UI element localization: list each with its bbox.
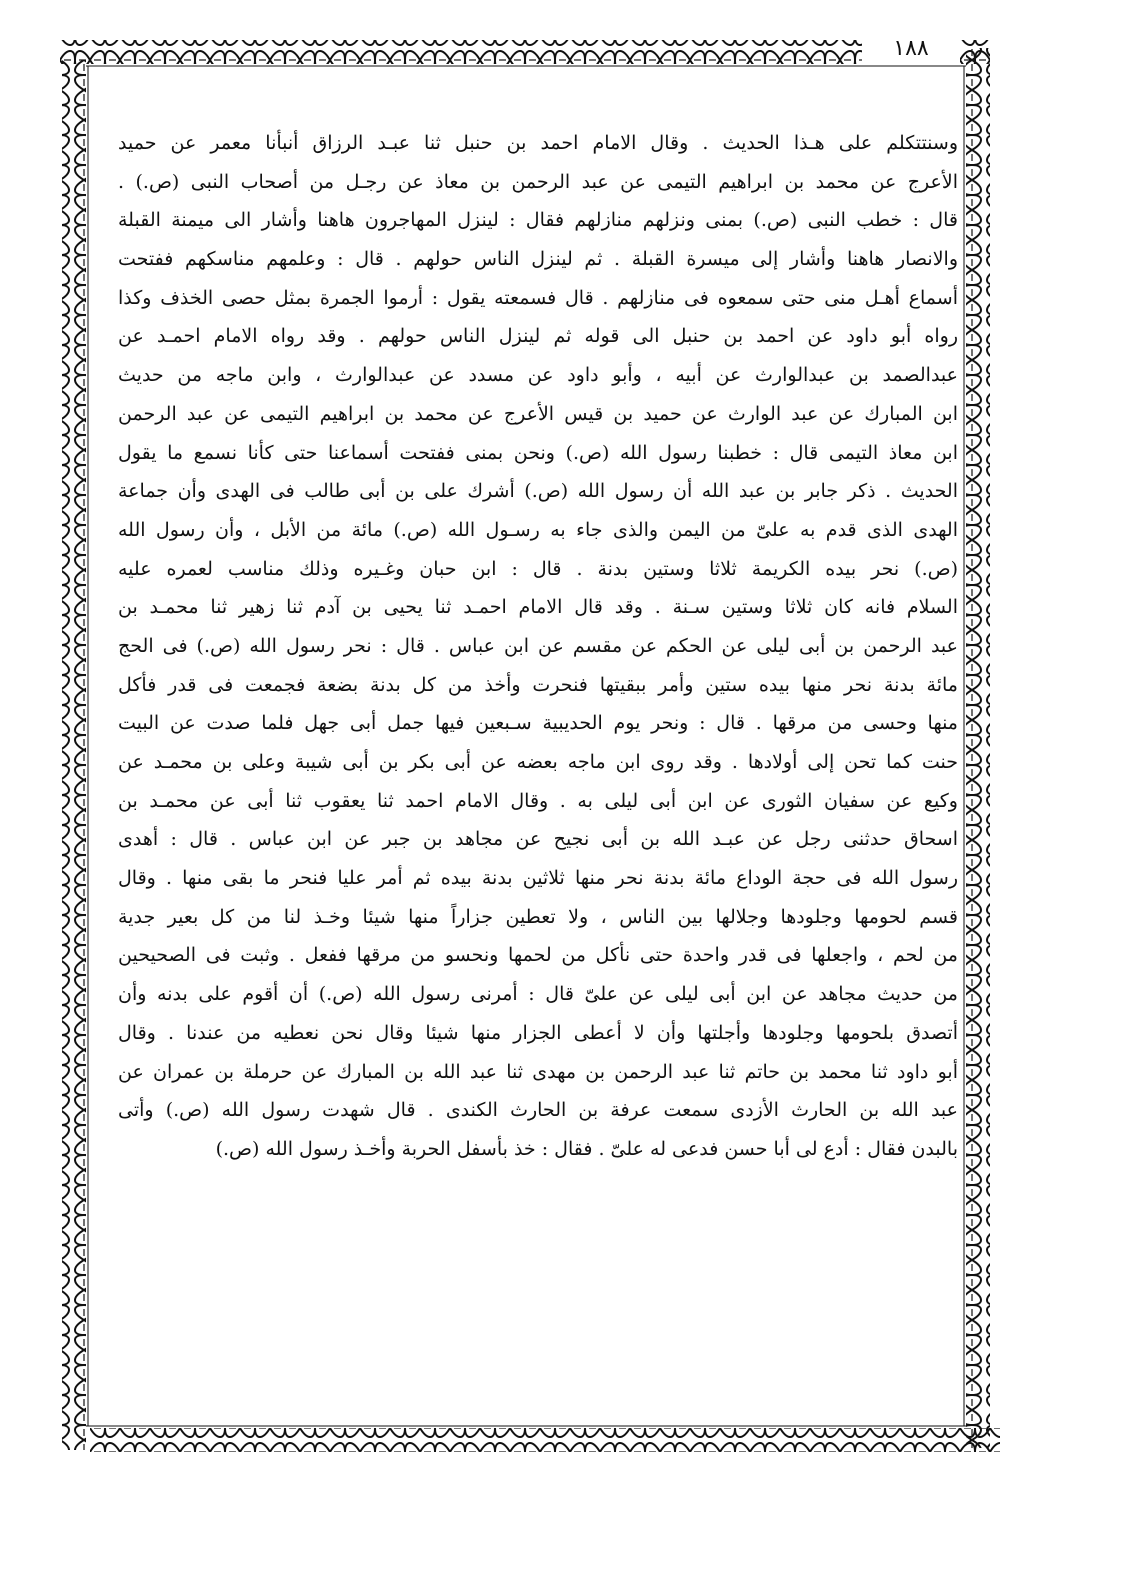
text-line: بالبدن فقال : أدع لى أبا حسن فدعى له علىّ . فقال : خذ بأسفل الحربة وأخـذ رسول الله (ص.)	[215, 1137, 958, 1160]
text-line: أسماع أهـل منى حتى سمعوه فى منازلهم . قال فسمعته يقول : أرموا الجمرة بمثل حصى الخذف وكذا	[118, 286, 958, 309]
text-line: (ص.) نحر بيده الكريمة ثلاثا وستين بدنة . قال : ابن حبان وغـيره وذلك مناسب لعمره عليه	[118, 557, 958, 580]
text-line: حنت كما تحن إلى أولادها . وقد روى ابن ماجه بعضه عن أبى بكر بن أبى شيبة وعلى بن محمـد عن	[118, 751, 958, 773]
text-line: الأعرج عن محمد بن ابراهيم التيمى عن عبد الرحمن بن معاذ عن رجـل من أصحاب النبى (ص.) .	[118, 170, 958, 193]
border-bottom	[90, 1428, 1000, 1452]
text-line: عبد الله بن الحارث الأزدى سمعت عرفة بن الحارث الكندى . قال شهدت رسول الله (ص.) وأتى	[118, 1099, 958, 1122]
text-line: عبد الرحمن بن أبى ليلى عن الحكم عن مقسم عن ابن عباس . قال : نحر رسول الله (ص.) فى الحج	[118, 634, 958, 657]
text-line: السلام فانه كان ثلاثا وستين سـنة . وقد قال الامام احمـد ثنا يحيى بن آدم ثنا زهير ثنا محمـد بن	[118, 596, 958, 619]
border-right	[966, 48, 990, 1448]
text-line: منها وحسى من مرقها . قال : ونحر يوم الحديبية سـبعين فيها جمل أبى جهل فلما صدت عن البيت	[118, 712, 958, 735]
text-line: الهدى الذى قدم به علىّ من اليمن والذى جاء به رسـول الله (ص.) مائة من الأبل ، وأن رسول الله	[118, 518, 958, 541]
text-line: وكيع عن سفيان الثورى عن ابن أبى ليلى به . وقال الامام احمد ثنا يعقوب ثنا أبى عن محمـد بن	[118, 789, 958, 812]
text-line: ابن معاذ التيمى قال : خطبنا رسول الله (ص.) ونحن بمنى ففتحت أسماعنا حتى كأنا نسمع ما يقول	[118, 441, 958, 464]
body-text	[118, 124, 958, 1169]
text-line: وسنتتكلم على هـذا الحديث . وقال الامام احمد بن حنبل ثنا عبـد الرزاق أنبأنا معمر عن حميد	[118, 132, 958, 154]
text-line: قسم لحومها وجلودها وجلالها بين الناس ، ولا تعطين جزاراً منها شيئا وخـذ لنا من كل بعير جدية	[118, 905, 958, 928]
text-line: أتصدق بلحومها وجلودها وأجلتها وأن لا أعطى الجزار منها شيئا وقال نحن نعطيه من عندنا . وقال	[118, 1021, 958, 1044]
text-line: من لحم ، واجعلها فى قدر واحدة حتى نأكل من لحمها ونحسو من مرقها ففعل . وثبت فى الصحيحين	[118, 944, 958, 967]
text-line: عبدالصمد بن عبدالوارث عن أبيه ، وأبو داود عن مسدد عن عبدالوارث ، وابن ماجه من حديث	[118, 364, 958, 387]
text-line: مائة بدنة نحر منها بيده ستين وأمر ببقيتها فنحرت وأخذ من كل بدنة بضعة فجمعت فى قدر فأكل	[118, 673, 958, 696]
text-line: رواه أبو داود عن احمد بن حنبل الى قوله ثم لينزل الناس حولهم . وقد رواه الامام احمـد عن	[118, 325, 958, 348]
text-line: من حديث مجاهد عن ابن أبى ليلى عن علىّ قال : أمرنى رسول الله (ص.) أن أقوم على بدنه وأن	[118, 983, 958, 1006]
page-number: ١٨٨	[862, 34, 960, 64]
text-line: رسول الله فى حجة الوداع مائة بدنة نحر منها ثلاثين بدنة بيده ثم أمر عليا فنحر ما بقى منها . وقال	[118, 867, 958, 890]
text-line: اسحاق حدثنى رجل عن عبـد الله بن أبى نجيح عن مجاهد بن جبر عن ابن عباس . قال : أهدى	[118, 828, 958, 851]
text-line: أبو داود ثنا محمد بن حاتم ثنا عبد الرحمن بن مهدى ثنا عبد الله بن المبارك عن حرملة بن عمران عن	[118, 1060, 958, 1083]
text-line: ابن المبارك عن عبد الوارث عن حميد بن قيس الأعرج عن محمد بن ابراهيم التيمى عن عبد الرحمن	[118, 402, 958, 425]
border-top	[60, 40, 990, 64]
border-left	[62, 60, 86, 1450]
text-line: والانصار هاهنا وأشار إلى ميسرة القبلة . ثم لينزل الناس حولهم . قال : وعلمهم مناسكهم ففتحت	[118, 248, 958, 271]
text-line: قال : خطب النبى (ص.) بمنى ونزلهم منازلهم فقال : لينزل المهاجرون هاهنا وأشار الى ميمنة القبلة	[118, 209, 958, 232]
text-line: الحديث . ذكر جابر بن عبد الله أن رسول الله (ص.) أشرك على بن أبى طالب فى الهدى وأن جماعة	[118, 480, 958, 503]
